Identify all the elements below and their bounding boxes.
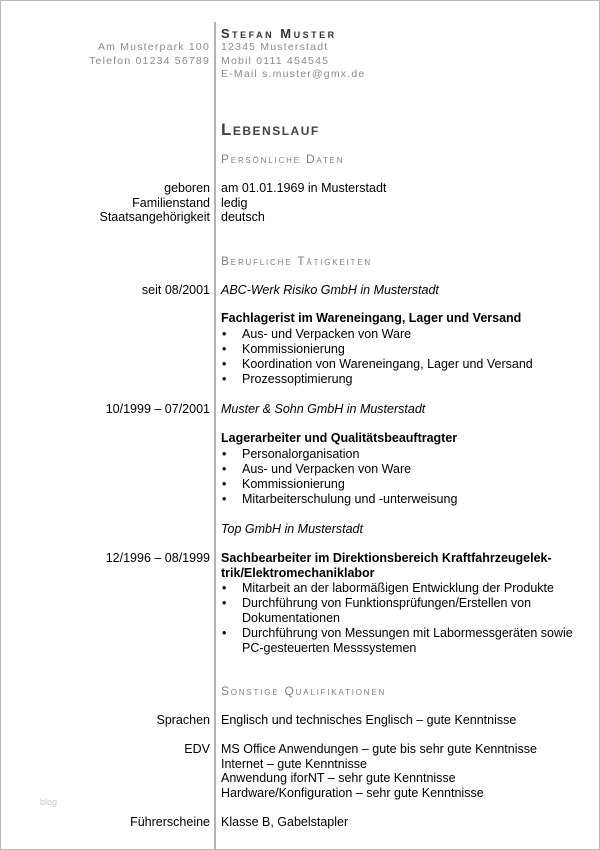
job1-task: • Aus- und Verpacken von Ware — [221, 327, 581, 342]
job2-task: • Personalorganisation — [221, 447, 581, 462]
value-languages: Englisch und technisches Englisch – gute Kenntnisse — [221, 713, 517, 727]
job3-task-list — [221, 581, 581, 656]
job2-task: • Kommissionierung — [221, 477, 581, 492]
label-driving-licenses: Führerscheine — [130, 815, 210, 829]
section-heading-qualifications: Sonstige Qualifikationen — [221, 684, 387, 698]
job1-position: Fachlagerist im Wareneingang, Lager und Versand — [221, 311, 522, 325]
value-edp — [221, 742, 581, 800]
label-languages: Sprachen — [156, 713, 210, 727]
value-driving-licenses: Klasse B, Gabelstapler — [221, 815, 349, 829]
city: 12345 Musterstadt — [221, 41, 329, 53]
job3-task: • Mitarbeit an der labormäßigen Entwicklung der Produkte — [221, 581, 581, 596]
job3-task: • Durchführung von Funktionsprüfungen/Erstellen von Dokumentationen — [221, 596, 581, 626]
phone: Telefon 01234 56789 — [89, 54, 210, 67]
job3-task: • Durchführung von Messungen mit Labormessgeräten sowie PC-gesteuerten Messsystemen — [221, 626, 581, 656]
applicant-name: Stefan Muster — [221, 26, 337, 41]
mobile: Mobil 0111 454545 — [221, 54, 330, 67]
section-heading-work: Berufliche Tätigkeiten — [221, 254, 372, 268]
value-born: am 01.01.1969 in Musterstadt — [221, 181, 387, 195]
label-marital-status: Familienstand — [132, 195, 210, 210]
job2-task: • Mitarbeiterschulung und -unterweisung — [221, 492, 581, 507]
value-nationality: deutsch — [221, 210, 265, 224]
job2-position: Lagerarbeiter und Qualitätsbeauftragter — [221, 431, 458, 445]
job2-company: Muster & Sohn GmbH in Musterstadt — [221, 402, 426, 416]
job1-period: seit 08/2001 — [141, 283, 210, 297]
sender-address-left — [89, 41, 210, 68]
job1-task: • Koordination von Wareneingang, Lager und Versand — [221, 357, 581, 372]
edp-skill: Internet – gute Kenntnisse — [221, 756, 367, 771]
street: Am Musterpark 100 — [97, 41, 210, 53]
label-nationality: Staatsangehörigkeit — [99, 210, 210, 224]
job3-position-line2: trik/Elektromechaniklabor — [221, 565, 375, 580]
job2-task: • Aus- und Verpacken von Ware — [221, 462, 581, 477]
job1-task: • Kommissionierung — [221, 342, 581, 357]
label-born: geboren — [164, 181, 210, 195]
job2-period: 10/1999 – 07/2001 — [105, 402, 210, 416]
watermark: blog — [40, 797, 58, 807]
job3-position-line1: Sachbearbeiter im Direktionsbereich Kraftfahrzeugelek- — [221, 551, 552, 565]
edp-skill: Anwendung iforNT – sehr gute Kenntnisse — [221, 771, 456, 785]
job3-period: 12/1996 – 08/1999 — [105, 551, 210, 565]
edp-skill: MS Office Anwendungen – gute bis sehr gute Kenntnisse — [221, 742, 537, 756]
email: E-Mail s.muster@gmx.de — [221, 68, 366, 80]
job3-company: Top GmbH in Musterstadt — [221, 522, 363, 536]
job1-task-list — [221, 327, 581, 387]
label-edp: EDV — [184, 742, 210, 756]
job1-task: • Prozessoptimierung — [221, 372, 581, 387]
vertical-divider — [214, 22, 216, 850]
value-marital-status: ledig — [221, 195, 248, 210]
job2-task-list — [221, 447, 581, 507]
job1-company: ABC-Werk Risiko GmbH in Musterstadt — [221, 283, 439, 297]
sender-address-right — [221, 41, 365, 82]
document-title: Lebenslauf — [221, 120, 320, 139]
edp-skill: Hardware/Konfiguration – sehr gute Kenntnisse — [221, 785, 484, 800]
section-heading-personal: Persönliche Daten — [221, 152, 345, 166]
